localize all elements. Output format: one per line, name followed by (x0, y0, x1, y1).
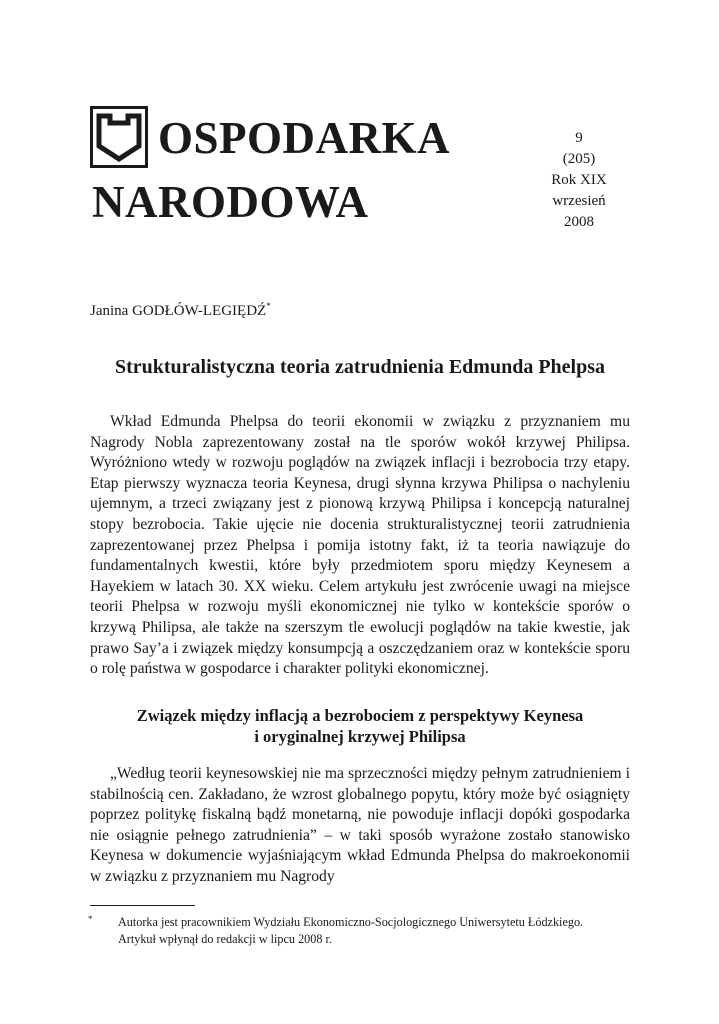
issue-number: 9 (575, 130, 583, 146)
article-author (90, 296, 271, 321)
footnote (90, 914, 635, 948)
author-first-name: Janina (90, 303, 129, 319)
section-paragraph: „Według teorii keynesowskiej nie ma sprzeczności między pełnym zatrudnieniem i stabilnością cen. Zakładano, że wzrost globalnego popytu, który może być osiągnięty poprzez politykę fiskalną bądź monetarną, nie powoduje inflacji dopóki gospodarka nie osiągnie pełnego zatrudnienia” – w taki sposób wyrażone zostało stanowisko Keynesa w dokumencie wyjaśniającym wkład Edmunda Phelpsa do makroekonomii w związku z przyznaniem mu Nagrody (90, 765, 630, 885)
footnote-mark: * (88, 914, 93, 924)
issue-month: wrzesień (552, 193, 606, 209)
issue-total: (205) (562, 151, 596, 167)
journal-title-line1: OSPODARKA (158, 113, 451, 163)
issue-year-label: Rok XIX (551, 172, 607, 188)
author-last-name: GODŁÓW-LEGIĘDŹ (132, 303, 267, 319)
issue-info (530, 128, 628, 233)
issue-year: 2008 (564, 214, 594, 230)
section-heading-line2: i oryginalnej krzywej Philipsa (254, 727, 466, 746)
section-heading (90, 705, 630, 747)
journal-logo-icon (90, 106, 148, 168)
author-footnote-mark: * (266, 301, 271, 311)
footnote-divider (90, 905, 195, 906)
journal-title-line2: NARODOWA (92, 177, 369, 227)
article-title: Strukturalistyczna teoria zatrudnienia Edmunda Phelpsa (114, 356, 606, 378)
abstract-paragraph: Wkład Edmunda Phelpsa do teorii ekonomii w związku z przyznaniem mu Nagrody Nobla zaprezentowany został na tle sporów wokół krzywej Philipsa. Wyróżniono wtedy w rozwoju poglądów na związek inflacji i bezrobocia trzy etapy. Etap pierwszy wyznacza teoria Keynesa, drugi słynna krzywa Philipsa o nachyleniu ujemnym, a trzeci związany jest z pionową krzywą Philipsa i koncepcją naturalnej stopy bezrobocia. Takie ujęcie nie docenia strukturalistycznej teorii zatrudnienia zaprezentowanej przez Phelpsa i pomija istotny fakt, iż ta teoria nawiązuje do fundamentalnych kwestii, które były przedmiotem sporu między Keynesem a Hayekiem w latach 30. XX wieku. Celem artykułu jest zwrócenie uwagi na miejsce teorii Phelpsa w rozwoju myśli ekonomicznej nie tylko w kontekście sporów o krzywą Philipsa, ale także na szerszym tle ewolucji poglądów na takie kwestie, jak prawo Say’a i związek między konsumpcją a oszczędzaniem oraz w kontekście sporu o rolę państwa w gospodarce i charakter polityki ekonomicznej. (90, 413, 630, 678)
journal-masthead (90, 104, 470, 234)
footnote-line1: Autorka jest pracownikiem Wydziału Ekonomiczno-Socjologicznego Uniwersytetu Łódzkiego. (118, 915, 584, 929)
footnote-line2: Artykuł wpłynął do redakcji w lipcu 2008 r. (118, 932, 332, 946)
section-heading-line1: Związek między inflacją a bezrobociem z perspektywy Keynesa (136, 706, 584, 725)
